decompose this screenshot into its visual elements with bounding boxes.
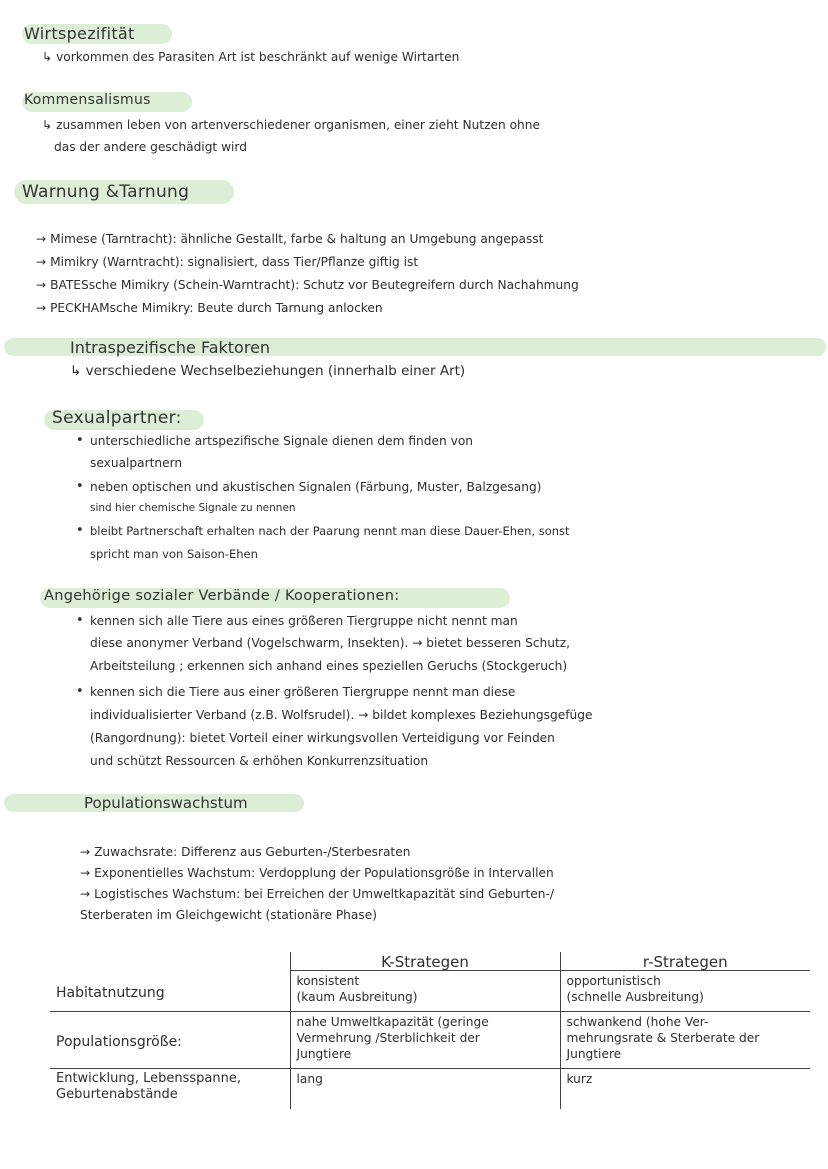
- table-row-label: Habitatnutzung: [50, 971, 290, 1012]
- table-row-label: Populationsgröße:: [50, 1012, 290, 1069]
- text-line: → PECKHAMsche Mimikry: Beute durch Tarnung anlocken: [36, 301, 383, 315]
- list-item: • unterschiedliche artspezifische Signale dienen dem finden von: [90, 432, 473, 450]
- heading-soziale-verbaende: Angehörige sozialer Verbände / Kooperationen:: [44, 588, 400, 604]
- strategy-table: [50, 952, 810, 1109]
- table-header-cell: r-Strategen: [560, 952, 810, 971]
- text-line: Sterberaten im Gleichgewicht (stationäre Phase): [80, 908, 377, 922]
- list-item: • bleibt Partnerschaft erhalten nach der Paarung nennt man diese Dauer-Ehen, sonst: [90, 522, 570, 540]
- text-line: das der andere geschädigt wird: [54, 140, 247, 154]
- table-row: [50, 971, 810, 1012]
- list-item: • kennen sich die Tiere aus einer größeren Tiergruppe nennt man diese: [90, 683, 515, 701]
- table-header-cell: K-Strategen: [290, 952, 560, 971]
- text-line: → Mimikry (Warntracht): signalisiert, dass Tier/Pflanze giftig ist: [36, 255, 419, 269]
- text-line: sexualpartnern: [90, 456, 183, 470]
- list-item: • kennen sich alle Tiere aus eines größeren Tiergruppe nicht nennt man: [90, 612, 518, 630]
- table-header-row: [50, 952, 810, 971]
- text-line: und schützt Ressourcen & erhöhen Konkurrenzsituation: [90, 754, 429, 768]
- text-line: → Zuwachsrate: Differenz aus Geburten-/Sterbesraten: [80, 845, 411, 859]
- text-line: diese anonymer Verband (Vogelschwarm, Insekten). → bietet besseren Schutz,: [90, 636, 571, 650]
- text-line: individualisierter Verband (z.B. Wolfsrudel). → bildet komplexes Beziehungsgefüge: [90, 708, 593, 722]
- text-line: ↳ zusammen leben von artenverschiedener organismen, einer zieht Nutzen ohne: [42, 118, 540, 132]
- table-cell: lang: [290, 1069, 560, 1110]
- text-line: → Logistisches Wachstum: bei Erreichen der Umweltkapazität sind Geburten-/: [80, 887, 554, 901]
- table-cell: opportunistisch (schnelle Ausbreitung): [560, 971, 810, 1012]
- text-line: ↳ verschiedene Wechselbeziehungen (innerhalb einer Art): [70, 363, 466, 379]
- heading-warnung-tarnung: Warnung &Tarnung: [22, 182, 190, 202]
- text-line: → BATESsche Mimikry (Schein-Warntracht): Schutz vor Beutegreifern durch Nachahmung: [36, 278, 579, 292]
- table-cell: nahe Umweltkapazität (geringe Vermehrung /Sterblichkeit der Jungtiere: [290, 1012, 560, 1069]
- heading-populationswachstum: Populationswachstum: [84, 794, 248, 812]
- table-row: [50, 1012, 810, 1069]
- heading-wirtspezifitaet: Wirtspezifität: [24, 24, 135, 43]
- text-line: Arbeitsteilung ; erkennen sich anhand eines speziellen Geruchs (Stockgeruch): [90, 659, 568, 673]
- table-row-label: Entwicklung, Lebensspanne, Geburtenabstände: [56, 1071, 241, 1102]
- table-header-cell: [50, 952, 290, 971]
- text-line: → Mimese (Tarntracht): ähnliche Gestallt, farbe & haltung an Umgebung angepasst: [36, 232, 544, 246]
- table-row: [50, 1069, 810, 1110]
- text-line: ↳ vorkommen des Parasiten Art ist beschränkt auf wenige Wirtarten: [42, 50, 460, 64]
- heading-sexualpartner: Sexualpartner:: [52, 408, 182, 428]
- heading-kommensalismus: Kommensalismus: [24, 92, 151, 108]
- text-line: → Exponentielles Wachstum: Verdopplung der Populationsgröße in Intervallen: [80, 866, 554, 880]
- text-line: spricht man von Saison-Ehen: [90, 547, 258, 561]
- table-cell: konsistent (kaum Ausbreitung): [290, 971, 560, 1012]
- heading-intraspezifische-faktoren: Intraspezifische Faktoren: [70, 338, 271, 357]
- text-line: sind hier chemische Signale zu nennen: [90, 502, 296, 514]
- table-cell: kurz: [560, 1069, 810, 1110]
- list-item: • neben optischen und akustischen Signalen (Färbung, Muster, Balzgesang): [90, 478, 541, 496]
- table-cell: schwankend (hohe Ver- mehrungsrate & Sterberate der Jungtiere: [560, 1012, 810, 1069]
- text-line: (Rangordnung): bietet Vorteil einer wirkungsvollen Verteidigung vor Feinden: [90, 731, 555, 745]
